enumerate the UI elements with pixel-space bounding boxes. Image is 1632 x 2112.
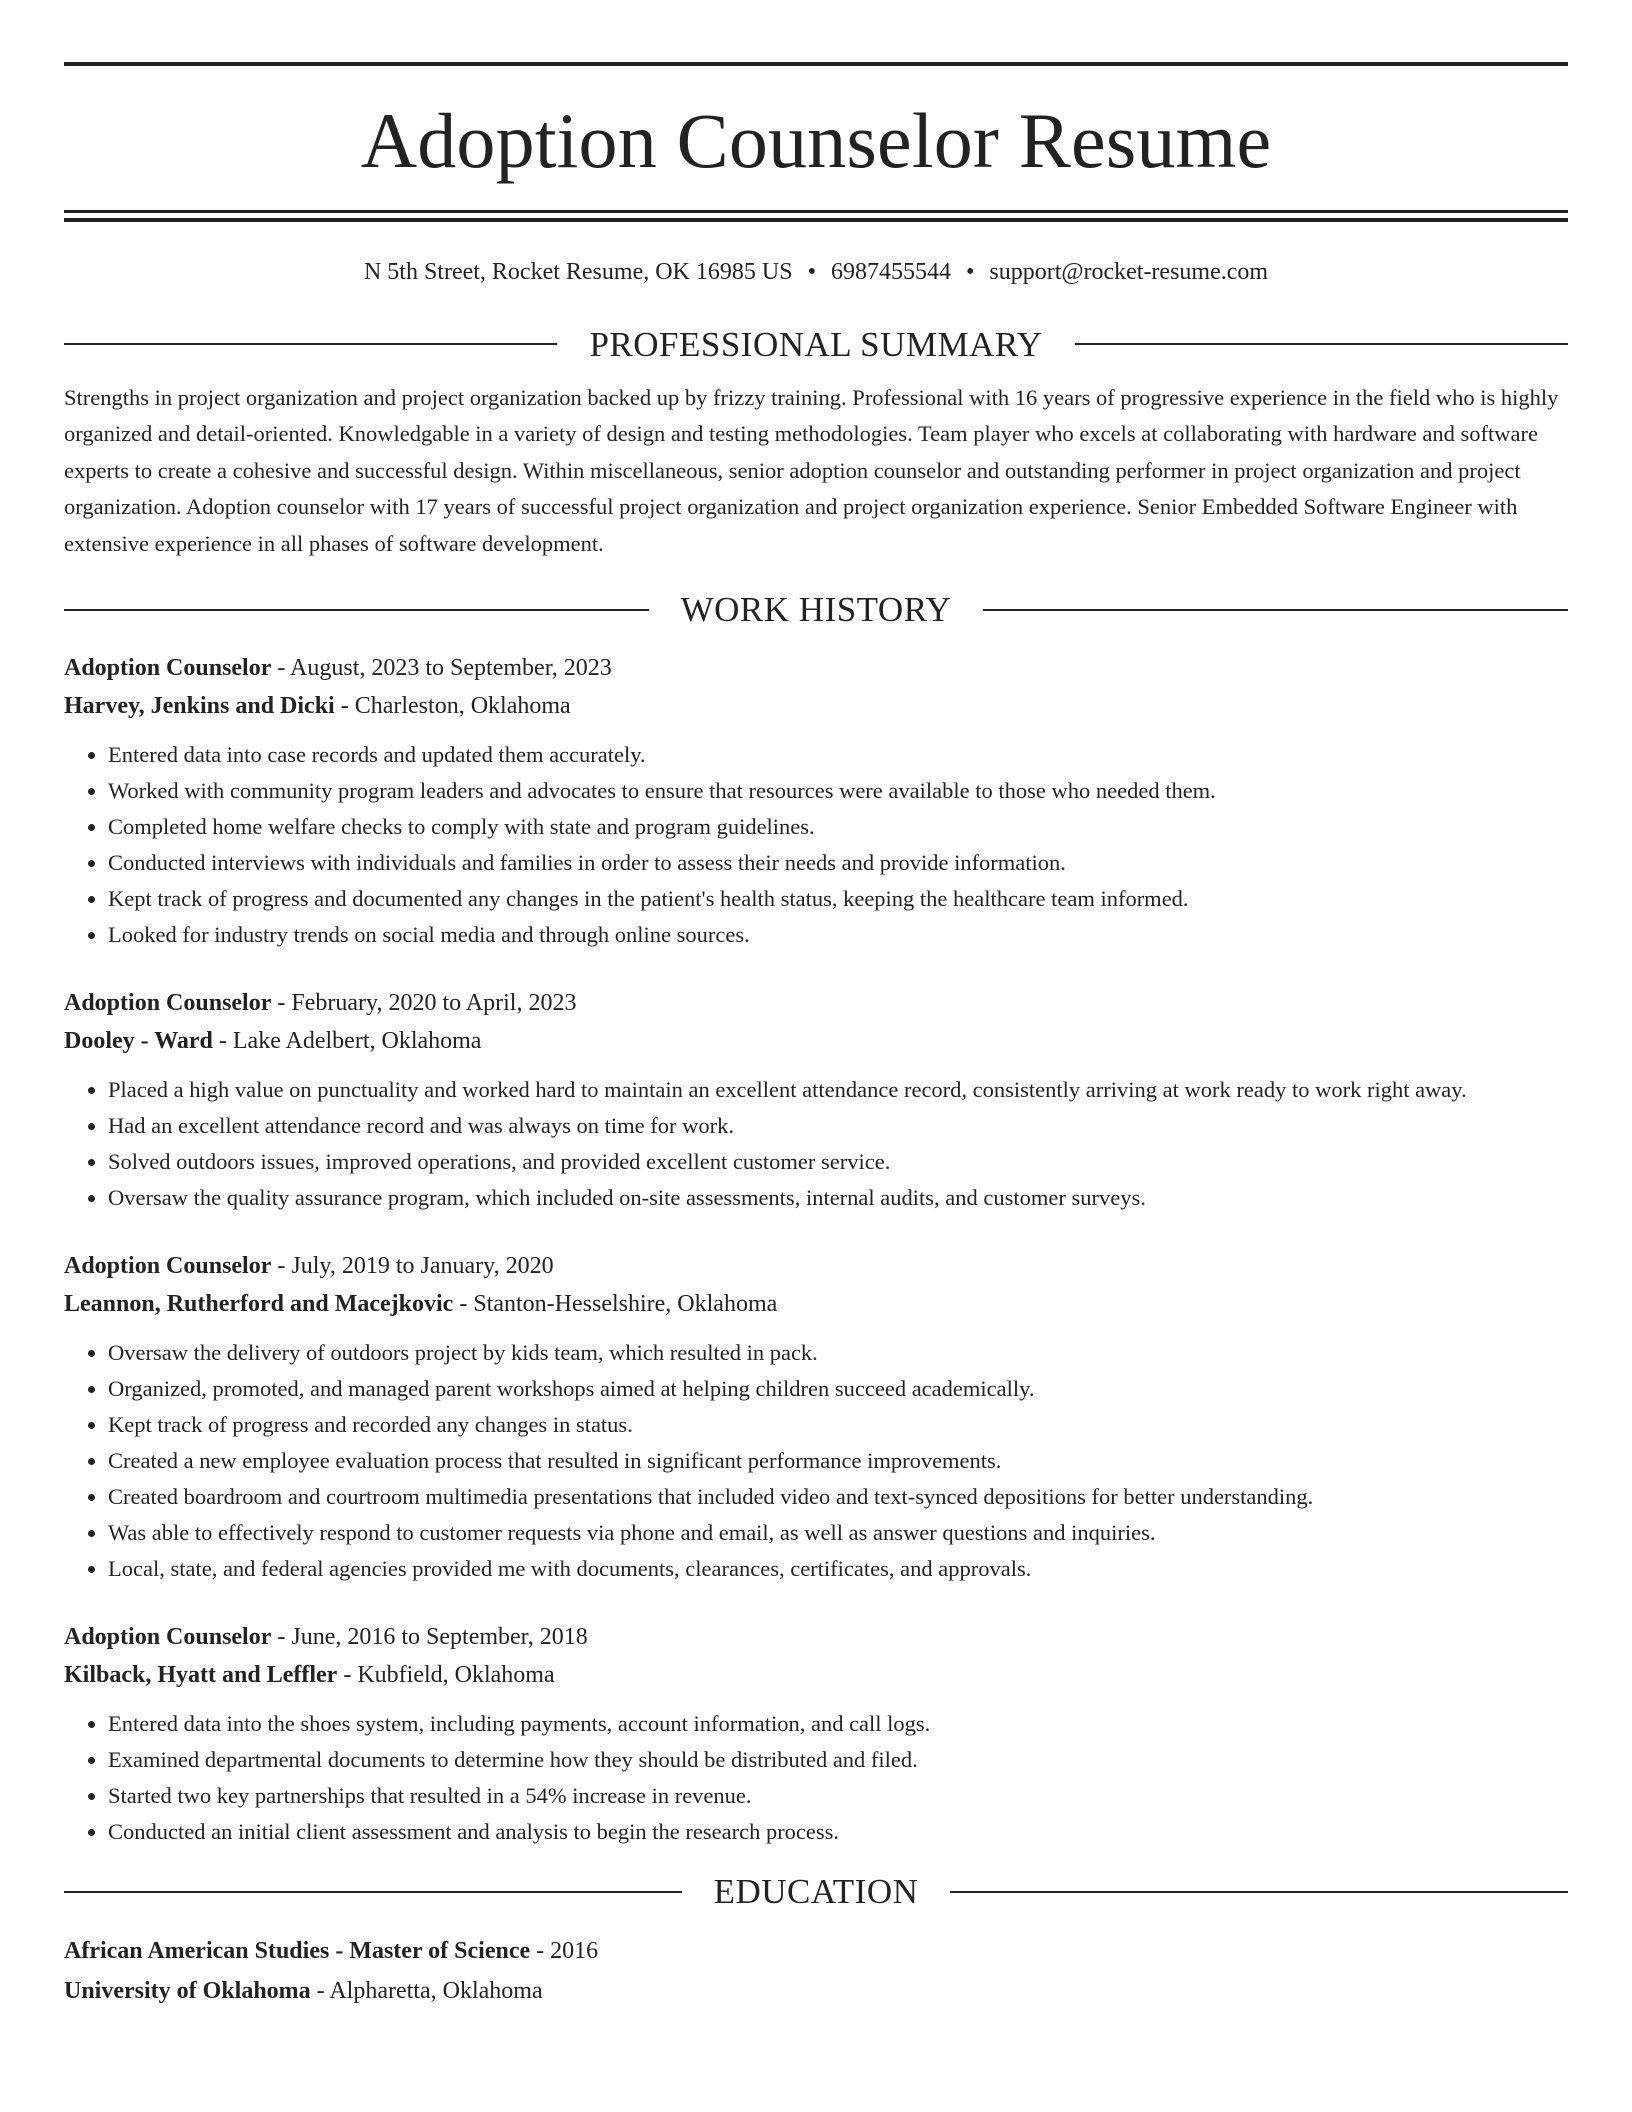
job-location: - Lake Adelbert, Oklahoma xyxy=(212,1028,482,1055)
education-year: - 2016 xyxy=(530,1938,599,1965)
job-bullet: • Created a new employee evaluation process that resulted in significant performance improvements. xyxy=(108,1443,1568,1479)
job-entry xyxy=(64,984,1568,1216)
job-dates: - June, 2016 to September, 2018 xyxy=(271,1624,588,1651)
job-bullet: • Placed a high value on punctuality and worked hard to maintain an excellent attendance record, consistently arriving at work ready to work right away. xyxy=(108,1072,1568,1108)
job-entry xyxy=(64,649,1568,953)
contact-address: N 5th Street, Rocket Resume, OK 16985 US xyxy=(363,259,793,285)
job-bullet-list xyxy=(64,737,1568,953)
job-bullet: • Looked for industry trends on social media and through online sources. xyxy=(108,917,1568,953)
heading-rule-right xyxy=(950,1891,1568,1893)
education-school: University of Oklahoma xyxy=(64,1978,311,2005)
page-title: Adoption Counselor Resume xyxy=(360,97,1272,184)
job-title-line xyxy=(64,1247,1568,1285)
job-company: Dooley - Ward xyxy=(64,1028,213,1055)
job-dates: - August, 2023 to September, 2023 xyxy=(271,655,612,682)
title-double-rule xyxy=(64,210,1568,222)
job-company-line xyxy=(64,1656,1568,1694)
job-bullet: • Conducted interviews with individuals and families in order to assess their needs and provide information. xyxy=(108,845,1568,881)
education-entry xyxy=(64,1931,1568,2011)
top-rule xyxy=(64,62,1568,66)
job-bullet: • Kept track of progress and recorded any changes in status. xyxy=(108,1407,1568,1443)
job-title-line xyxy=(64,649,1568,687)
job-bullet: • Conducted an initial client assessment and analysis to begin the research process. xyxy=(108,1814,1568,1850)
job-title: Adoption Counselor xyxy=(64,990,272,1017)
work-heading-label: WORK HISTORY xyxy=(680,590,952,630)
job-bullet: • Entered data into the shoes system, including payments, account information, and call logs. xyxy=(108,1706,1568,1742)
work-history-list xyxy=(64,649,1568,1850)
heading-rule-right xyxy=(983,609,1568,611)
summary-section-heading xyxy=(64,324,1568,364)
job-bullet: • Kept track of progress and documented any changes in the patient's health status, keeping the healthcare team informed. xyxy=(108,881,1568,917)
heading-rule-right xyxy=(1075,343,1568,345)
job-dates: - July, 2019 to January, 2020 xyxy=(271,1253,554,1280)
job-entry xyxy=(64,1618,1568,1850)
contact-line xyxy=(64,258,1568,287)
job-company-line xyxy=(64,687,1568,725)
job-bullet: • Created boardroom and courtroom multimedia presentations that included video and text-synced depositions for better understanding. xyxy=(108,1479,1568,1515)
contact-separator: • xyxy=(965,259,975,285)
job-title: Adoption Counselor xyxy=(64,1624,272,1651)
job-location: - Stanton-Hesselshire, Oklahoma xyxy=(453,1291,778,1318)
education-location: - Alpharetta, Oklahoma xyxy=(310,1978,543,2005)
job-company: Kilback, Hyatt and Leffler xyxy=(64,1662,338,1689)
job-dates: - February, 2020 to April, 2023 xyxy=(271,990,577,1017)
job-bullet: • Was able to effectively respond to customer requests via phone and email, as well as answer questions and inquiries. xyxy=(108,1515,1568,1551)
job-company: Leannon, Rutherford and Macejkovic xyxy=(64,1291,454,1318)
job-bullet-list xyxy=(64,1706,1568,1850)
education-heading-label: EDUCATION xyxy=(713,1872,919,1912)
job-bullet: • Had an excellent attendance record and was always on time for work. xyxy=(108,1108,1568,1144)
job-title: Adoption Counselor xyxy=(64,655,272,682)
job-bullet: • Oversaw the delivery of outdoors project by kids team, which resulted in pack. xyxy=(108,1335,1568,1371)
job-bullet: • Local, state, and federal agencies provided me with documents, clearances, certificates, and approvals. xyxy=(108,1551,1568,1587)
job-bullet: • Oversaw the quality assurance program, which included on-site assessments, internal audits, and customer surveys. xyxy=(108,1180,1568,1216)
job-bullet: • Worked with community program leaders and advocates to ensure that resources were available to those who needed them. xyxy=(108,773,1568,809)
education-school-line xyxy=(64,1971,1568,2011)
heading-rule-left xyxy=(64,1891,682,1893)
summary-heading-label: PROFESSIONAL SUMMARY xyxy=(589,324,1043,364)
heading-rule-left xyxy=(64,343,557,345)
job-company-line xyxy=(64,1285,1568,1323)
education-section-heading xyxy=(64,1872,1568,1912)
job-title-line xyxy=(64,1618,1568,1656)
job-title: Adoption Counselor xyxy=(64,1253,272,1280)
job-title-line xyxy=(64,984,1568,1022)
work-section-heading xyxy=(64,590,1568,630)
job-bullet: • Solved outdoors issues, improved operations, and provided excellent customer service. xyxy=(108,1144,1568,1180)
job-bullet: • Examined departmental documents to determine how they should be distributed and filed. xyxy=(108,1742,1568,1778)
job-location: - Kubfield, Oklahoma xyxy=(337,1662,555,1689)
job-bullet-list xyxy=(64,1335,1568,1587)
education-degree: African American Studies - Master of Science xyxy=(64,1938,531,1965)
job-bullet: • Organized, promoted, and managed parent workshops aimed at helping children succeed academically. xyxy=(108,1371,1568,1407)
job-bullet-list xyxy=(64,1072,1568,1216)
job-bullet: • Completed home welfare checks to comply with state and program guidelines. xyxy=(108,809,1568,845)
education-degree-line xyxy=(64,1931,1568,1971)
summary-text: Strengths in project organization and project organization backed up by frizzy training. Professional with 16 years of progressive experience in the field who is highly organized and detail-oriented. Knowledgable in a variety of design and testing methodologies. Team player who excels at collaborating with hardware and software experts to create a cohesive and successful design. Within miscellaneous, senior adoption counselor and outstanding performer in project organization and project organization. Adoption counselor with 17 years of successful project organization and project organization experience. Senior Embedded Software Engineer with extensive experience in all phases of software development. xyxy=(64,384,1559,556)
contact-phone: 6987455544 xyxy=(830,259,951,285)
job-company-line xyxy=(64,1022,1568,1060)
heading-rule-left xyxy=(64,609,649,611)
job-location: - Charleston, Oklahoma xyxy=(334,693,571,720)
job-bullet: • Entered data into case records and updated them accurately. xyxy=(108,737,1568,773)
job-entry xyxy=(64,1247,1568,1587)
contact-separator: • xyxy=(807,259,816,285)
job-company: Harvey, Jenkins and Dicki xyxy=(64,693,335,720)
job-bullet: • Started two key partnerships that resulted in a 54% increase in revenue. xyxy=(108,1778,1568,1814)
contact-email: support@rocket-resume.com xyxy=(989,259,1269,285)
